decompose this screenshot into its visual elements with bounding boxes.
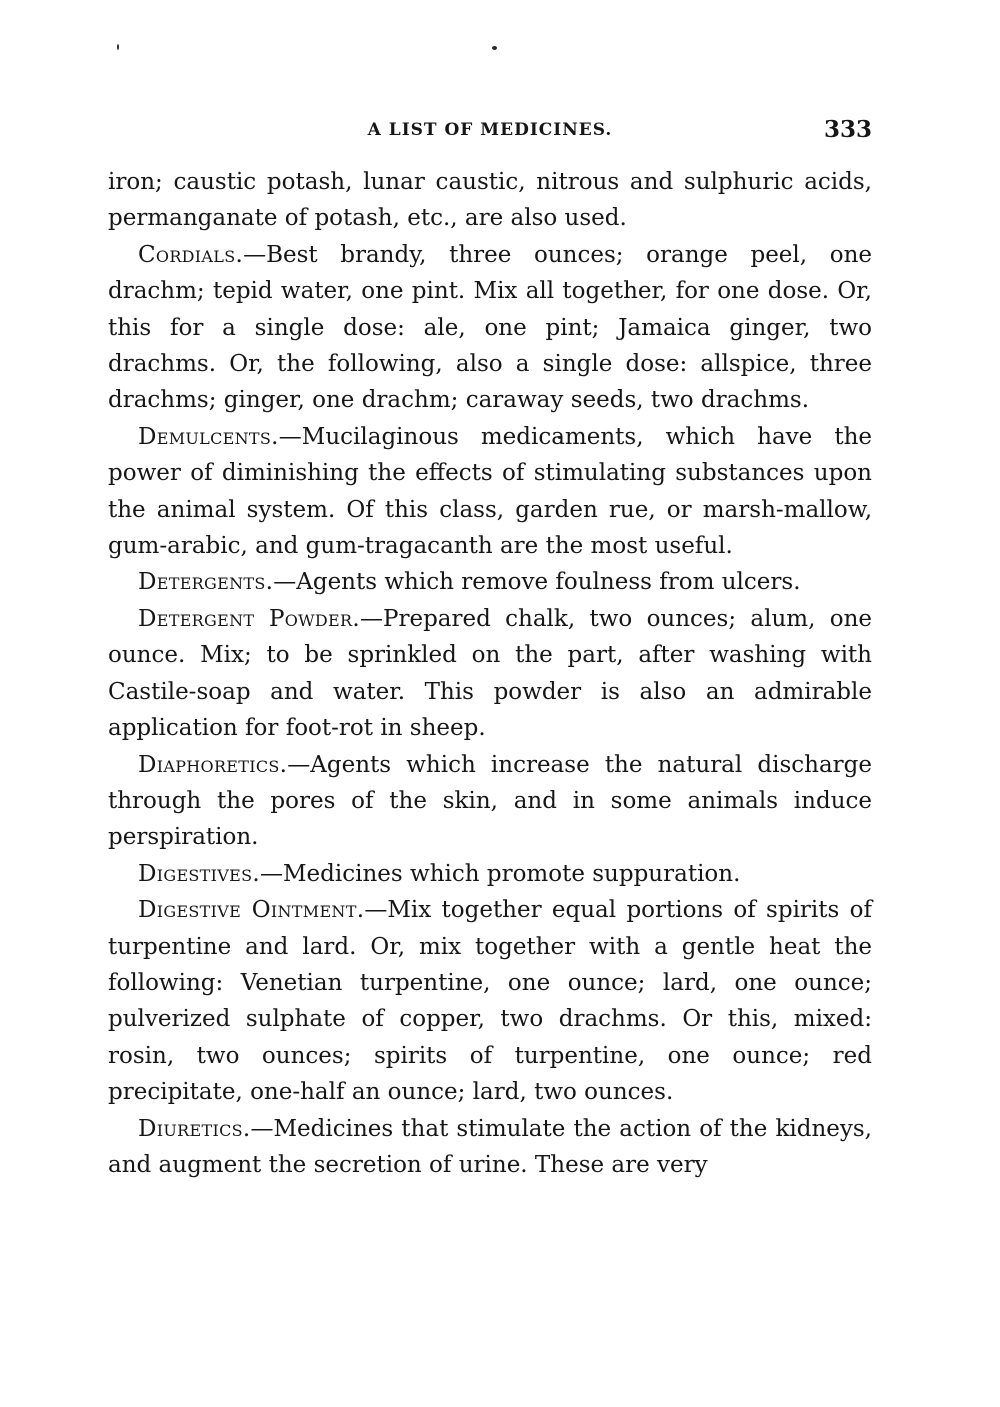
entry-text: —Mix together equal portions of spirits of turpentine and lard. Or, mix together with a gentle heat the following: Venetian turpentine, one ounce; lard, one ounce; pulverized sulphate of copper, two drachms. Or this, mixed: rosin, two ounces; spirits of turpentine, one ounce; red precipitate, one-half an ounce; lard, two ounces. (108, 897, 872, 1106)
entry-term: Digestives. (138, 860, 260, 887)
running-title: A LIST OF MEDICINES. (367, 120, 613, 140)
entry-text: —Mucilaginous medicaments, which have the power of diminishing the effects of stimulating substances upon the animal system. Of this class, garden rue, or marsh-mallow, gum-arabic, and gum-tragacanth are the most useful. (108, 423, 872, 560)
entry-cordials (108, 237, 872, 419)
paragraph-text: iron; caustic potash, lunar caustic, nitrous and sulphuric acids, permanganate of potash, etc., are also used. (108, 169, 872, 232)
entry-text: —Agents which increase the natural discharge through the pores of the skin, and in some animals induce perspiration. (108, 751, 872, 851)
entry-text: —Medicines that stimulate the action of the kidneys, and augment the secretion of urine. These are very (108, 1115, 872, 1178)
entry-demulcents (108, 419, 872, 565)
entry-term: Cordials. (138, 241, 244, 268)
entry-text: —Prepared chalk, two ounces; alum, one ounce. Mix; to be sprinkled on the part, after washing with Castile-soap and water. This powder is also an admirable application for foot-rot in sheep. (108, 605, 873, 742)
entry-diaphoretics (108, 747, 872, 856)
entry-term: Detergents. (138, 569, 274, 596)
entry-detergent-powder (108, 601, 872, 747)
running-head (108, 116, 872, 146)
entry-text: —Best brandy, three ounces; orange peel, one drachm; tepid water, one pint. Mix all together, for one dose. Or, this for a single dose: ale, one pint; Jamaica ginger, two drachms. Or, the following, also a single dose: allspice, three drachms; ginger, one drachm; caraway seeds, two drachms. (108, 241, 872, 414)
entry-text: —Medicines which promote suppuration. (259, 860, 741, 887)
page-number: 333 (823, 116, 872, 143)
entry-term: Detergent Powder. (138, 605, 360, 632)
entry-text: —Agents which remove foulness from ulcers. (273, 569, 801, 596)
entry-term: Demulcents. (138, 423, 279, 450)
entry-term: Digestive Ointment. (138, 897, 365, 924)
entry-digestives (108, 856, 872, 892)
entry-digestive-ointment (108, 892, 872, 1110)
paragraph-continued (108, 164, 872, 237)
body-text (108, 164, 872, 1183)
entry-detergents (108, 564, 872, 600)
ink-speck (117, 44, 119, 50)
entry-term: Diuretics. (138, 1115, 251, 1142)
ink-speck (492, 46, 497, 50)
entry-term: Diaphoretics. (138, 751, 288, 778)
entry-diuretics (108, 1111, 872, 1184)
